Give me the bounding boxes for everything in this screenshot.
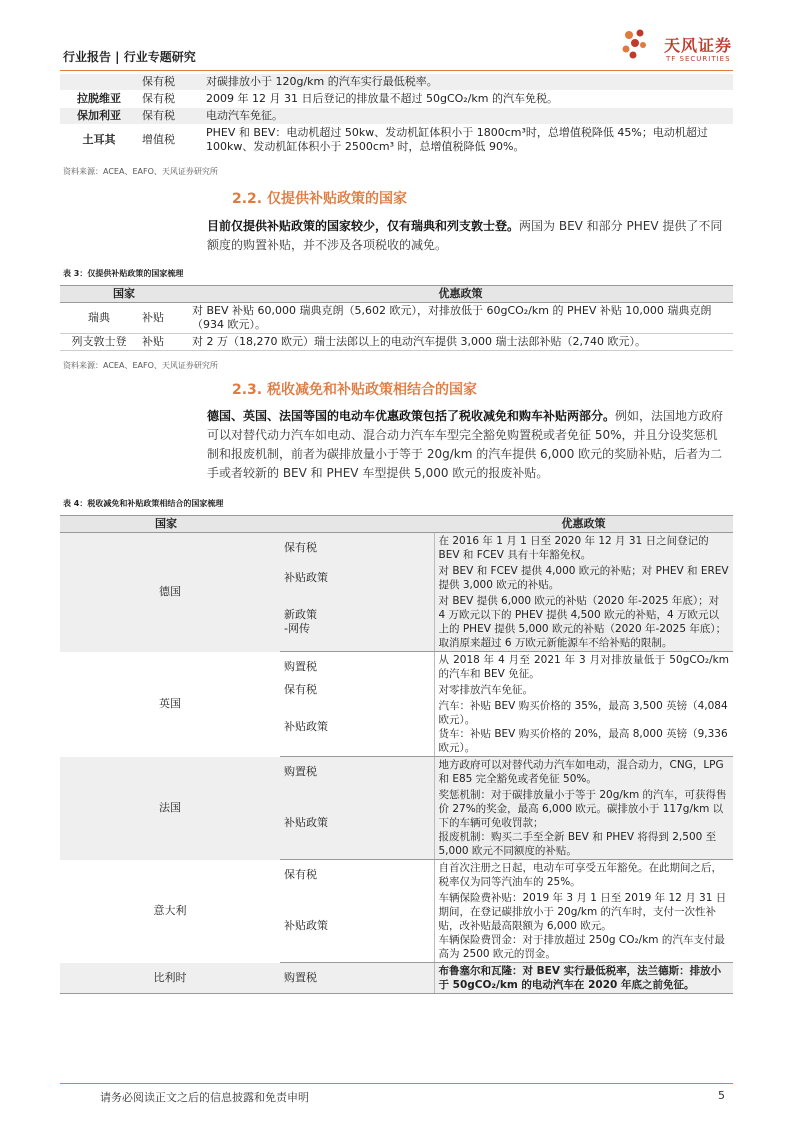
table-row: [60, 757, 733, 788]
type-cell: 补贴政策: [280, 787, 434, 860]
table-header-row: [60, 516, 733, 533]
type-cell: 补贴政策: [280, 890, 434, 963]
paragraph-lead: 目前仅提供补贴政策的国家较少，仅有瑞典和列支敦士登。: [207, 219, 520, 233]
table-caption: 表 3：仅提供补贴政策的国家梳理: [63, 269, 184, 278]
footer-divider: [60, 1083, 733, 1084]
type-cell: 保有税: [284, 683, 317, 696]
type-cell: 补贴: [138, 334, 188, 351]
section-title: 2.3. 税收减免和补贴政策相结合的国家: [232, 382, 477, 398]
logo-mark-icon: [621, 29, 655, 61]
country-cell: 保加利亚: [60, 108, 138, 125]
policy-line: 汽车：补贴 BEV 购买价格的 35%，最高 3,500 英镑（4,084 欧元）。: [438, 700, 728, 726]
policy-cell: 电动汽车免征。: [202, 108, 733, 125]
paragraph: [207, 407, 728, 483]
table-row: [60, 533, 733, 564]
paragraph-body: 两国为 BEV 和部分 PHEV 提供了不同额度的购置补贴，并不涉及各项税收的减免。: [207, 219, 723, 252]
table-caption: 表 4：税收减免和补贴政策相结合的国家梳理: [63, 499, 224, 508]
country-cell: 瑞典: [60, 303, 138, 334]
policy-cell: 对 BEV 和 FCEV 提供 4,000 欧元的补贴；对 PHEV 和 EREV 提供 3,000 欧元的补贴。: [434, 563, 733, 593]
table-row: [60, 125, 733, 156]
source-note: 资料来源：ACEA、EAFO、天风证券研究所: [63, 167, 218, 176]
table-row: [60, 860, 733, 891]
logo-brand-english: TF SECURITIES: [666, 55, 731, 63]
policy-cell: 对碳排放小于 120g/km 的汽车实行最低税率。: [202, 74, 733, 91]
header-label: 行业报告 | 行业专题研究: [63, 50, 196, 64]
policy-line: 奖惩机制：对于碳排放量小于等于 20g/km 的汽车，可获得售价 27%的奖金，最高 6,000 欧元。碳排放小于 117g/km 以下的车辆可免收罚款；: [438, 789, 727, 829]
policy-cell: PHEV 和 BEV：电动机超过 50kw、发动机缸体积小于 1800cm³时，总增值税降低 45%；电动机超过 100kw、发动机缸体积小于 2500cm³ 时，总增值税降低 90%。: [202, 125, 733, 156]
tax-type-cell: 保有税: [138, 74, 202, 91]
table-row: [60, 303, 733, 334]
country-cell: 意大利: [153, 904, 187, 917]
table-row: [60, 652, 733, 683]
country-cell: 列支敦士登: [60, 334, 138, 351]
logo-brand-name: 天风证券: [664, 36, 733, 55]
table-row: [60, 91, 733, 108]
country-cell: [60, 74, 138, 91]
type-cell: 补贴: [138, 303, 188, 334]
tax-type-cell: 保有税: [138, 91, 202, 108]
policy-cell: 对 BEV 提供 6,000 欧元的补贴（2020 年-2025 年底）；对 4 万欧元以下的 PHEV 提供 4,500 欧元的补贴，4 万欧元以上的 PHEV 提供 5,000 欧元的补贴（2020 年-2025 年底）；取消原来超过 6 万欧元新能源车不给补贴的限制。: [434, 593, 733, 652]
country-cell: 比利时: [60, 963, 280, 994]
policy-cell: 在 2016 年 1 月 1 日至 2020 年 12 月 31 日之间登记的 BEV 和 FCEV 具有十年豁免权。: [434, 533, 733, 564]
disclaimer-note: 请务必阅读正文之后的信息披露和免责申明: [100, 1091, 309, 1104]
type-cell: 保有税: [284, 868, 317, 881]
table-row: [60, 108, 733, 125]
policy-line: 报废机制：购买二手至全新 BEV 和 PHEV 将得到 2,500 至 5,000 欧元不同额度的补贴。: [438, 831, 717, 857]
paragraph: [207, 217, 728, 255]
policy-cell: 对零排放汽车免征。: [434, 682, 733, 698]
table-tax-and-subsidy: [60, 515, 733, 994]
table-row: [60, 74, 733, 91]
country-cell: 德国: [60, 533, 280, 652]
source-note: 资料来源：ACEA、EAFO、天风证券研究所: [63, 361, 218, 370]
table-row: [60, 963, 733, 994]
policy-cell: 地方政府可以对替代动力汽车如电动，混合动力，CNG，LPG 和 E85 完全豁免或者免征 50%。: [434, 757, 733, 788]
type-cell: 购置税: [284, 660, 317, 673]
type-cell: 补贴政策: [280, 698, 434, 757]
column-header: 国家: [60, 516, 434, 533]
type-cell: 购置税: [280, 963, 434, 994]
page-number: 5: [718, 1089, 725, 1102]
table-subsidy-only: [60, 285, 733, 351]
tax-type-cell: 增值税: [138, 125, 202, 156]
policy-cell: [434, 698, 733, 757]
policy-cell: [434, 787, 733, 860]
country-cell: 法国: [60, 757, 280, 860]
paragraph-body: 例如，法国地方政府可以对替代动力汽车如电动、混合动力汽车车型完全豁免购置税或者免征 50%，并且分设奖惩机制和报废机制，前者为碳排放量小于等于 20g/km 的汽车提供 6,000 欧元的奖励补贴，后者为二手或者较新的 BEV 和 PHEV 车型提供 5,000 欧元的报废补贴。: [207, 409, 724, 480]
type-cell: 保有税: [280, 533, 434, 564]
policy-cell: 2009 年 12 月 31 日后登记的排放量不超过 50gCO₂/km 的汽车免税。: [202, 91, 733, 108]
country-cell: 拉脱维亚: [60, 91, 138, 108]
type-cell: 补贴政策: [280, 563, 434, 593]
table-continued: [60, 74, 733, 156]
column-header: 优惠政策: [434, 516, 733, 533]
paragraph-lead: 德国、英国、法国等国的电动车优惠政策包括了税收减免和购车补贴两部分。: [207, 409, 616, 423]
header-divider: [60, 70, 733, 71]
policy-line: 车辆保险费罚金：对于排放超过 250g CO₂/km 的汽车支付最高为 2500 欧元的罚金。: [438, 934, 725, 960]
policy-cell: 对 BEV 补贴 60,000 瑞典克朗（5,602 欧元），对排放低于 60gCO₂/km 的 PHEV 补贴 10,000 瑞典克朗（934 欧元）。: [188, 303, 733, 334]
tax-type-cell: 保有税: [138, 108, 202, 125]
column-header: 国家: [60, 286, 188, 303]
table-header-row: [60, 286, 733, 303]
type-cell: 购置税: [280, 757, 434, 788]
country-cell: 英国: [159, 697, 181, 710]
policy-cell: 布鲁塞尔和瓦隆：对 BEV 实行最低税率，法兰德斯：排放小于 50gCO₂/km 的电动汽车在 2020 年底之前免征。: [434, 963, 733, 994]
policy-cell: 从 2018 年 4 月至 2021 年 3 月对排放量低于 50gCO₂/km 的汽车和 BEV 免征。: [434, 652, 733, 683]
column-header: 优惠政策: [188, 286, 733, 303]
policy-cell: [434, 890, 733, 963]
policy-cell: 自首次注册之日起，电动车可享受五年豁免。在此期间之后，税率仅为同等汽油车的 25%。: [434, 860, 733, 891]
table-row: [60, 334, 733, 351]
policy-line: 货车：补贴 BEV 购买价格的 20%，最高 8,000 英镑（9,336 欧元）。: [438, 728, 728, 754]
policy-line: 车辆保险费补贴：2019 年 3 月 1 日至 2019 年 12 月 31 日期间，在登记碳排放小于 20g/km 的汽车时，支付一次性补贴，改补贴最高限额为 6,000 欧元。: [438, 892, 727, 932]
policy-cell: 对 2 万（18,270 欧元）瑞士法郎以上的电动汽车提供 3,000 瑞士法郎补贴（2,740 欧元）。: [188, 334, 733, 351]
country-cell: 土耳其: [60, 125, 138, 156]
type-cell: 新政策 -网传: [280, 593, 434, 652]
section-title: 2.2. 仅提供补贴政策的国家: [232, 191, 407, 207]
